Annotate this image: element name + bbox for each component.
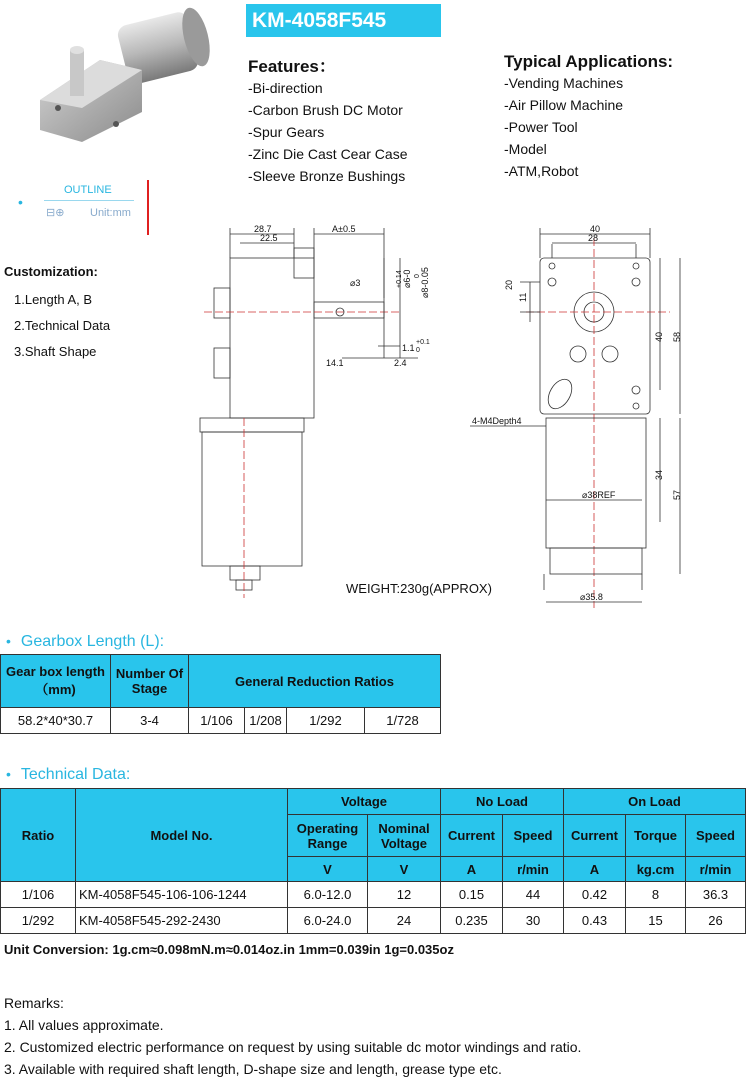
tech-col-model: Model No. bbox=[76, 789, 288, 882]
remark-item: 2. Customized electric performance on request by using suitable dc motor windings and ratio. bbox=[4, 1039, 582, 1055]
unit-cell: A bbox=[441, 857, 503, 882]
feature-item: -Bi-direction bbox=[248, 80, 323, 96]
nominal-value: 24 bbox=[368, 908, 441, 934]
nominal-value: 12 bbox=[368, 882, 441, 908]
customization-heading: Customization: bbox=[4, 264, 98, 279]
tech-col-ol-current: Current bbox=[564, 815, 626, 857]
unit-cell: r/min bbox=[503, 857, 564, 882]
dim-text: 4-M4Depth4 bbox=[472, 416, 522, 426]
dim-text: +0.1 bbox=[416, 339, 430, 346]
ratio-cell: 1/292 bbox=[287, 708, 365, 734]
range-value: 6.0-24.0 bbox=[288, 908, 368, 934]
technical-heading bbox=[6, 766, 130, 784]
ol-speed-value: 26 bbox=[686, 908, 746, 934]
dim-text: 40 bbox=[654, 331, 664, 342]
customization-item: 2.Technical Data bbox=[14, 318, 111, 333]
dim-text: 34 bbox=[654, 469, 664, 480]
feature-item: -Spur Gears bbox=[248, 124, 325, 140]
customization-item: 3.Shaft Shape bbox=[14, 344, 97, 359]
unit-cell: V bbox=[368, 857, 441, 882]
technical-heading-text: Technical Data: bbox=[20, 766, 131, 783]
dim-text: 0 bbox=[416, 347, 420, 354]
nl-current-value: 0.235 bbox=[441, 908, 503, 934]
dim-text: 28 bbox=[588, 233, 599, 243]
application-item: -Air Pillow Machine bbox=[504, 97, 624, 113]
unit-label: Unit:mm bbox=[90, 207, 131, 219]
motor-photo bbox=[30, 4, 215, 144]
dim-text: A±0.5 bbox=[332, 224, 356, 234]
ol-current-value: 0.43 bbox=[564, 908, 626, 934]
features-heading: Features： bbox=[248, 57, 336, 76]
ratio-value: 1/292 bbox=[1, 908, 76, 934]
applications-heading: Typical Applications: bbox=[504, 52, 674, 71]
customization-block bbox=[4, 264, 110, 365]
model-value: KM-4058F545-292-2430 bbox=[76, 908, 288, 934]
tech-col-nominal: Nominal Voltage bbox=[368, 815, 441, 857]
tech-col-nl-current: Current bbox=[441, 815, 503, 857]
product-title: KM-4058F545 bbox=[246, 4, 441, 37]
tech-col-onload: On Load bbox=[564, 789, 746, 815]
application-item: -Model bbox=[504, 141, 547, 157]
model-value: KM-4058F545-106-106-1244 bbox=[76, 882, 288, 908]
remark-item: 1. All values approximate. bbox=[4, 1017, 164, 1033]
bullet-icon: • bbox=[6, 633, 11, 649]
ratio-cell: 1/728 bbox=[365, 708, 441, 734]
gearbox-col-stage: Number Of Stage bbox=[111, 655, 189, 708]
tech-col-torque: Torque bbox=[626, 815, 686, 857]
dim-text: ⌀35.8 bbox=[580, 592, 603, 602]
nl-current-value: 0.15 bbox=[441, 882, 503, 908]
table-row bbox=[1, 882, 746, 908]
feature-item: -Carbon Brush DC Motor bbox=[248, 102, 403, 118]
dim-text: 22.5 bbox=[260, 233, 278, 243]
torque-value: 15 bbox=[626, 908, 686, 934]
dim-text: 20 bbox=[504, 279, 514, 290]
range-value: 6.0-12.0 bbox=[288, 882, 368, 908]
ratio-cell: 1/208 bbox=[245, 708, 287, 734]
remark-item: 3. Available with required shaft length, D-shape size and length, grease type etc. bbox=[4, 1061, 502, 1077]
outline-label: OUTLINE bbox=[64, 184, 112, 196]
unit-conversion: Unit Conversion: 1g.cm≈0.098mN.m≈0.014oz.in 1mm=0.039in 1g=0.035oz bbox=[4, 942, 454, 957]
dim-text: +0.14 bbox=[396, 270, 403, 288]
dim-text: 2.4 bbox=[394, 358, 407, 368]
ol-current-value: 0.42 bbox=[564, 882, 626, 908]
dim-text: ⌀8-0.05 bbox=[420, 267, 430, 298]
weight-label: WEIGHT:230g(APPROX) bbox=[346, 581, 492, 596]
ratio-cell: 1/106 bbox=[189, 708, 245, 734]
application-item: -Vending Machines bbox=[504, 75, 624, 91]
tech-col-noload: No Load bbox=[441, 789, 564, 815]
application-item: -ATM,Robot bbox=[504, 163, 579, 179]
dim-text: 14.1 bbox=[326, 358, 344, 368]
gearbox-col-ratios: General Reduction Ratios bbox=[189, 655, 441, 708]
front-view-dims bbox=[472, 224, 682, 602]
dim-text: 28.7 bbox=[254, 224, 272, 234]
outline-legend bbox=[18, 180, 153, 235]
tech-col-oprange: Operating Range bbox=[288, 815, 368, 857]
gearbox-length-cell: 58.2*40*30.7 bbox=[1, 708, 111, 734]
unit-cell: V bbox=[288, 857, 368, 882]
tech-col-voltage: Voltage bbox=[288, 789, 441, 815]
remarks-heading: Remarks: bbox=[4, 995, 64, 1011]
features-block bbox=[248, 52, 408, 187]
technical-drawing bbox=[190, 218, 710, 610]
applications-block bbox=[504, 52, 673, 182]
nl-speed-value: 30 bbox=[503, 908, 564, 934]
gearbox-table bbox=[0, 654, 441, 734]
dim-text: 58 bbox=[672, 331, 682, 342]
dim-text: ⌀38REF bbox=[582, 490, 616, 500]
technical-table bbox=[0, 788, 746, 934]
tech-col-nl-speed: Speed bbox=[503, 815, 564, 857]
ol-speed-value: 36.3 bbox=[686, 882, 746, 908]
torque-value: 8 bbox=[626, 882, 686, 908]
dim-text: ⌀3 bbox=[350, 278, 361, 288]
dim-text: 40 bbox=[590, 224, 601, 234]
side-view-dims bbox=[254, 224, 430, 368]
dim-text: 1.1 bbox=[402, 343, 415, 353]
gearbox-stage-cell: 3-4 bbox=[111, 708, 189, 734]
gearbox-heading-text: Gearbox Length (L): bbox=[20, 633, 165, 650]
tech-col-ratio: Ratio bbox=[1, 789, 76, 882]
customization-item: 1.Length A, B bbox=[14, 292, 93, 307]
table-row bbox=[1, 908, 746, 934]
gearbox-col-length: Gear box length（mm) bbox=[1, 655, 111, 708]
feature-item: -Zinc Die Cast Cear Case bbox=[248, 146, 408, 162]
remarks-block bbox=[4, 992, 581, 1080]
unit-cell: A bbox=[564, 857, 626, 882]
dim-text: 0 bbox=[414, 274, 421, 278]
side-view bbox=[200, 228, 418, 610]
ruler-icon: ⊟⊕ bbox=[46, 207, 65, 219]
tech-col-ol-speed: Speed bbox=[686, 815, 746, 857]
gearbox-heading bbox=[6, 633, 164, 651]
unit-cell: r/min bbox=[686, 857, 746, 882]
bullet-icon: • bbox=[6, 766, 11, 782]
dim-text: 11 bbox=[518, 292, 528, 302]
dim-text: ⌀6-0 bbox=[402, 269, 412, 288]
unit-cell: kg.cm bbox=[626, 857, 686, 882]
nl-speed-value: 44 bbox=[503, 882, 564, 908]
dim-text: 57 bbox=[672, 489, 682, 500]
feature-item: -Sleeve Bronze Bushings bbox=[248, 168, 406, 184]
application-item: -Power Tool bbox=[504, 119, 578, 135]
ratio-value: 1/106 bbox=[1, 882, 76, 908]
bullet-icon: • bbox=[18, 194, 23, 210]
